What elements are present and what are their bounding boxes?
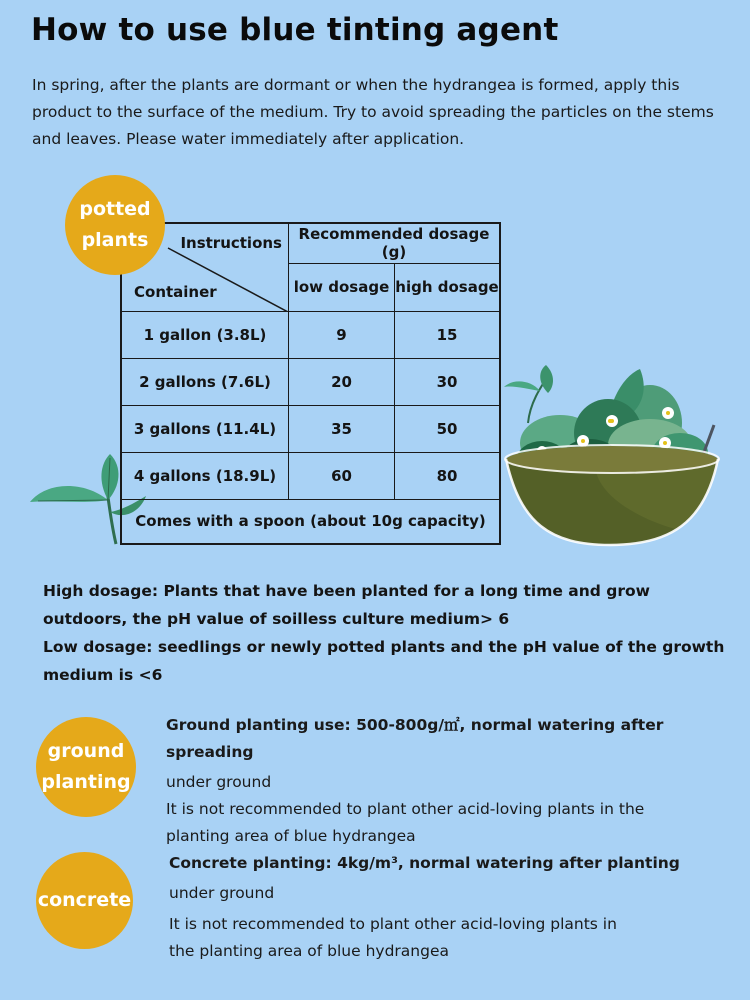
ground-planting-line2: It is not recommended to plant other acid-loving plants in the planting area of blue hydrangea [166,800,645,845]
low-dosage-cell: 60 [289,452,395,499]
recommended-dosage-header: Recommended dosage (g) [289,223,501,263]
concrete-planting-section [169,850,729,965]
high-dosage-cell: 30 [395,358,501,405]
container-header: Container [134,282,217,301]
concrete-badge-label: concrete [37,889,132,911]
high-dosage-cell: 15 [395,311,501,358]
ground-planting-line1: under ground [166,773,272,791]
high-dosage-cell: 50 [395,405,501,452]
high-dosage-cell: 80 [395,452,501,499]
container-cell: 3 gallons (11.4L) [121,405,289,452]
ground-planting-section [166,712,736,850]
potted-plant-illustration [500,363,726,551]
container-cell: 4 gallons (18.9L) [121,452,289,499]
low-dosage-cell: 20 [289,358,395,405]
table-row [121,358,500,405]
concrete-planting-heading: Concrete planting: 4kg/m³, normal watering after planting [169,854,680,872]
spoon-note-footer: Comes with a spoon (about 10g capacity) [121,499,500,544]
low-dosage-cell: 35 [289,405,395,452]
potted-badge-line2: plants [81,229,149,251]
container-cell: 2 gallons (7.6L) [121,358,289,405]
intro-paragraph: In spring, after the plants are dormant or when the hydrangea is formed, apply this product to the surface of the medium. Try to avoid spreading the particles on the stems and leaves. Please water immediately after application. [32,76,714,148]
ground-planting-badge [36,717,136,817]
table-row [121,452,500,499]
dosage-notes [43,577,733,689]
low-dosage-note: Low dosage: seedlings or newly potted plants and the pH value of the growth medium is <6 [43,638,725,684]
container-cell: 1 gallon (3.8L) [121,311,289,358]
instructions-header: Instructions [180,234,282,252]
page-title: How to use blue tinting agent [31,12,559,48]
low-dosage-header: low dosage [289,263,395,311]
potted-badge-line1: potted [79,198,151,220]
concrete-badge [36,852,133,949]
dosage-table [120,222,501,545]
ground-badge-line1: ground [47,740,125,762]
low-dosage-cell: 9 [289,311,395,358]
concrete-planting-line2: It is not recommended to plant other acid-loving plants in the planting area of blue hydrangea [169,915,617,960]
potted-plants-badge [65,175,165,275]
high-dosage-header: high dosage [395,263,501,311]
ground-planting-heading: Ground planting use: 500-800g/㎡, normal watering after spreading [166,716,664,761]
high-dosage-note: High dosage: Plants that have been planted for a long time and grow outdoors, the pH value of soilless culture medium> 6 [43,582,650,628]
ground-badge-line2: planting [41,771,131,793]
table-row [121,311,500,358]
concrete-planting-line1: under ground [169,884,275,902]
table-row [121,405,500,452]
